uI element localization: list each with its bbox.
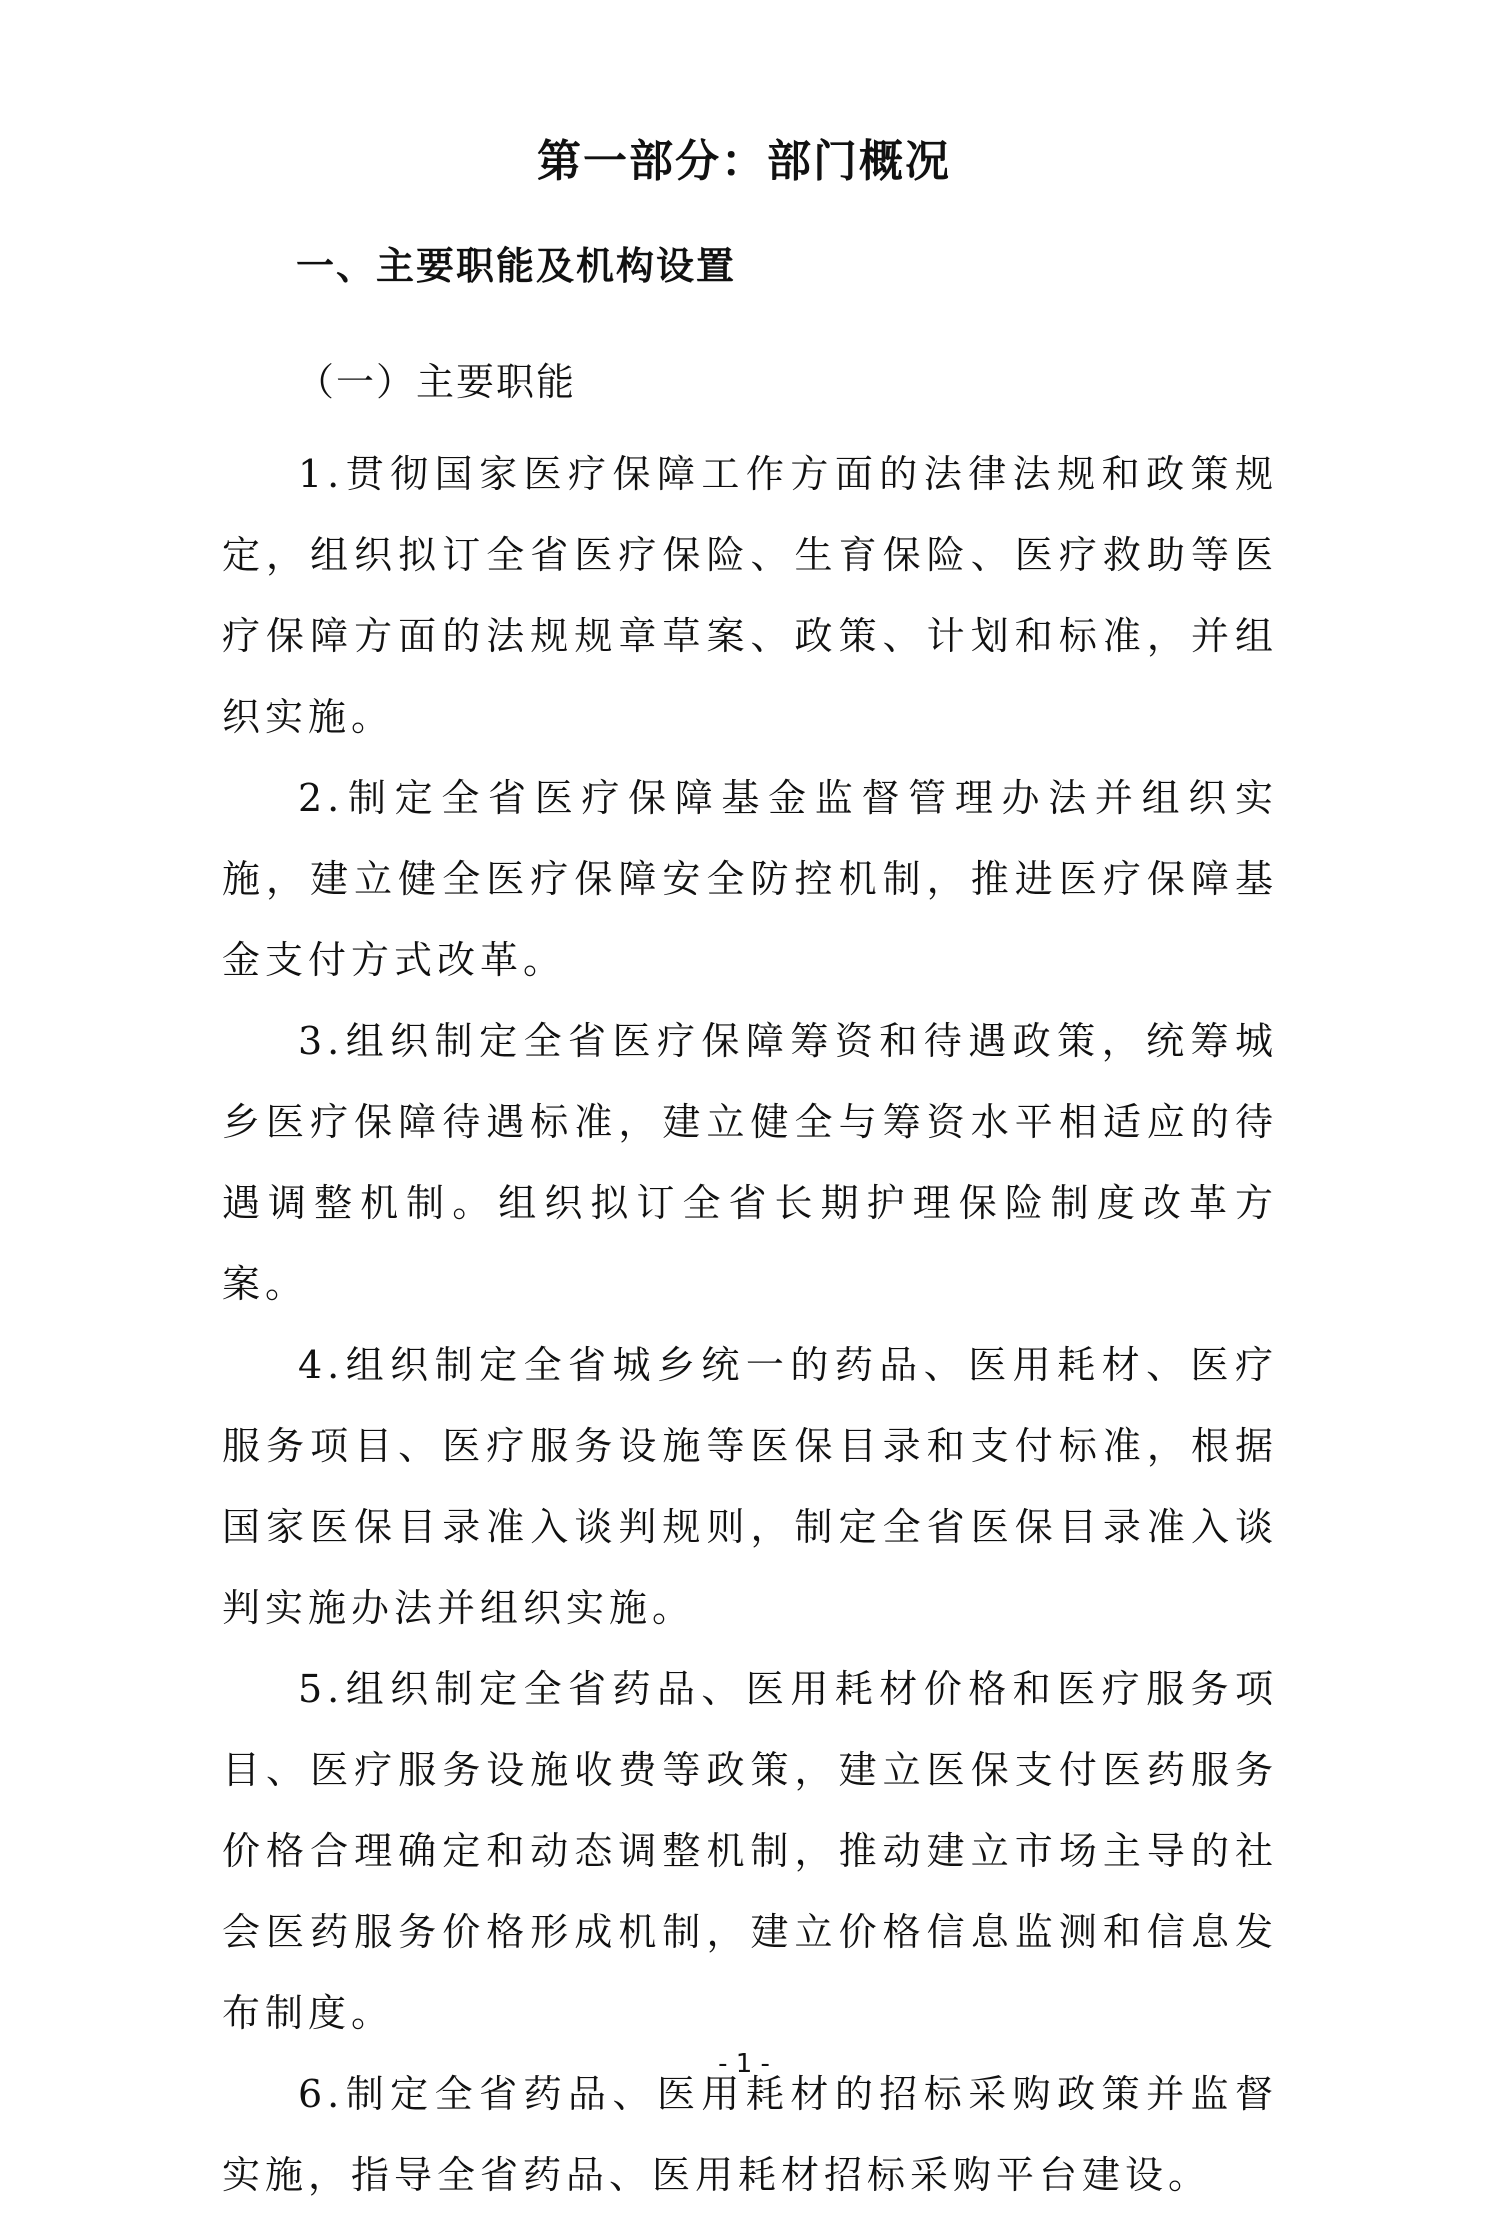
paragraph-item-3: 3.组织制定全省医疗保障筹资和待遇政策，统筹城乡医疗保障待遇标准，建立健全与筹资水平相适应的待遇调整机制。组织拟订全省长期护理保险制度改革方案。 [222, 1019, 1278, 1306]
paragraph-item-4: 4.组织制定全省城乡统一的药品、医用耗材、医疗服务项目、医疗服务设施等医保目录和支付标准，根据国家医保目录准入谈判规则，制定全省医保目录准入谈判实施办法并组织实施。 [222, 1343, 1278, 1630]
section-heading: 一、主要职能及机构设置 [296, 244, 737, 288]
page-title: 第一部分：部门概况 [537, 136, 951, 187]
paragraph-item-5: 5.组织制定全省药品、医用耗材价格和医疗服务项目、医疗服务设施收费等政策，建立医保支付医药服务价格合理确定和动态调整机制，推动建立市场主导的社会医药服务价格形成机制，建立价格信息监测和信息发布制度。 [222, 1667, 1278, 2035]
paragraph-item-2: 2.制定全省医疗保障基金监督管理办法并组织实施，建立健全医疗保障安全防控机制，推进医疗保障基金支付方式改革。 [222, 776, 1278, 982]
paragraph-item-6: 6.制定全省药品、医用耗材的招标采购政策并监督实施，指导全省药品、医用耗材招标采购平台建设。 [222, 2072, 1278, 2197]
page-number: - 1 - [718, 2049, 770, 2079]
body-text [222, 434, 1278, 2216]
paragraph-item-1: 1.贯彻国家医疗保障工作方面的法律法规和政策规定，组织拟订全省医疗保险、生育保险、医疗救助等医疗保障方面的法规规章草案、政策、计划和标准，并组织实施。 [222, 452, 1278, 739]
subsection-heading: （一）主要职能 [296, 360, 577, 404]
